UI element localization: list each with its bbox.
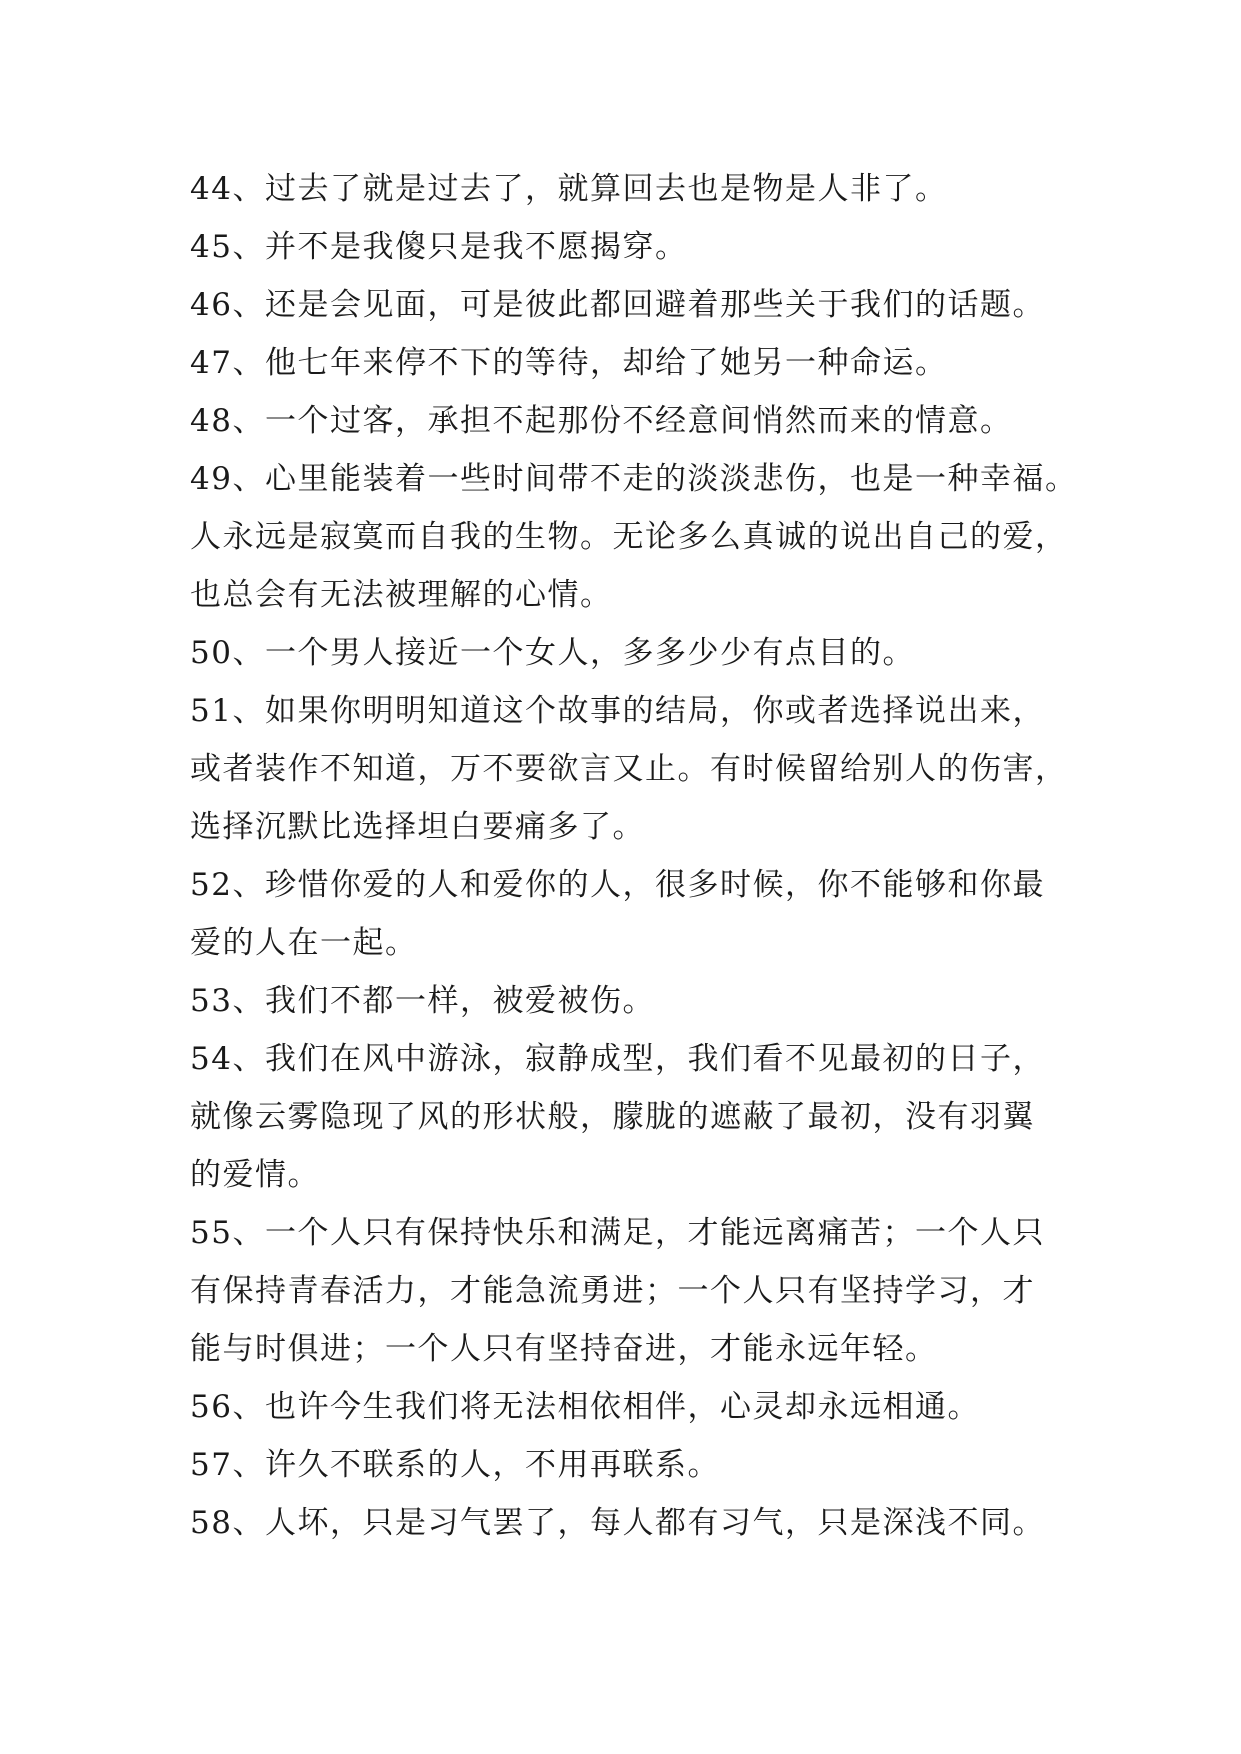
- text-body: [190, 160, 1090, 1552]
- text-line: 50、一个男人接近一个女人，多多少少有点目的。: [190, 635, 915, 671]
- text-line: 54、我们在风中游泳，寂静成型，我们看不见最初的日子，: [190, 1041, 1045, 1077]
- text-line: 47、他七年来停不下的等待，却给了她另一种命运。: [190, 345, 948, 381]
- text-line: 或者装作不知道，万不要欲言又止。有时候留给别人的伤害，: [190, 751, 1068, 787]
- text-line: 58、人坏，只是习气罢了，每人都有习气，只是深浅不同。: [190, 1505, 1045, 1541]
- text-line: 爱的人在一起。: [190, 925, 418, 961]
- text-line: 44、过去了就是过去了，就算回去也是物是人非了。: [190, 171, 948, 207]
- text-line: 的爱情。: [190, 1157, 320, 1193]
- text-line: 49、心里能装着一些时间带不走的淡淡悲伤，也是一种幸福。: [190, 461, 1078, 497]
- text-line: 选择沉默比选择坦白要痛多了。: [190, 809, 645, 845]
- text-line: 有保持青春活力，才能急流勇进；一个人只有坚持学习，才: [190, 1273, 1035, 1309]
- text-line: 能与时俱进；一个人只有坚持奋进，才能永远年轻。: [190, 1331, 938, 1367]
- text-line: 53、我们不都一样，被爱被伤。: [190, 983, 655, 1019]
- text-line: 45、并不是我傻只是我不愿揭穿。: [190, 229, 688, 265]
- text-line: 57、许久不联系的人，不用再联系。: [190, 1447, 720, 1483]
- text-line: 56、也许今生我们将无法相依相伴，心灵却永远相通。: [190, 1389, 980, 1425]
- text-line: 人永远是寂寞而自我的生物。无论多么真诚的说出自己的爱，: [190, 519, 1068, 555]
- text-line: 46、还是会见面，可是彼此都回避着那些关于我们的话题。: [190, 287, 1045, 323]
- text-line: 52、珍惜你爱的人和爱你的人，很多时候，你不能够和你最: [190, 867, 1045, 903]
- text-line: 也总会有无法被理解的心情。: [190, 577, 613, 613]
- text-line: 55、一个人只有保持快乐和满足，才能远离痛苦；一个人只: [190, 1215, 1045, 1251]
- text-line: 51、如果你明明知道这个故事的结局，你或者选择说出来，: [190, 693, 1045, 729]
- text-line: 就像云雾隐现了风的形状般，朦胧的遮蔽了最初，没有羽翼: [190, 1099, 1035, 1135]
- text-line: 48、一个过客，承担不起那份不经意间悄然而来的情意。: [190, 403, 1013, 439]
